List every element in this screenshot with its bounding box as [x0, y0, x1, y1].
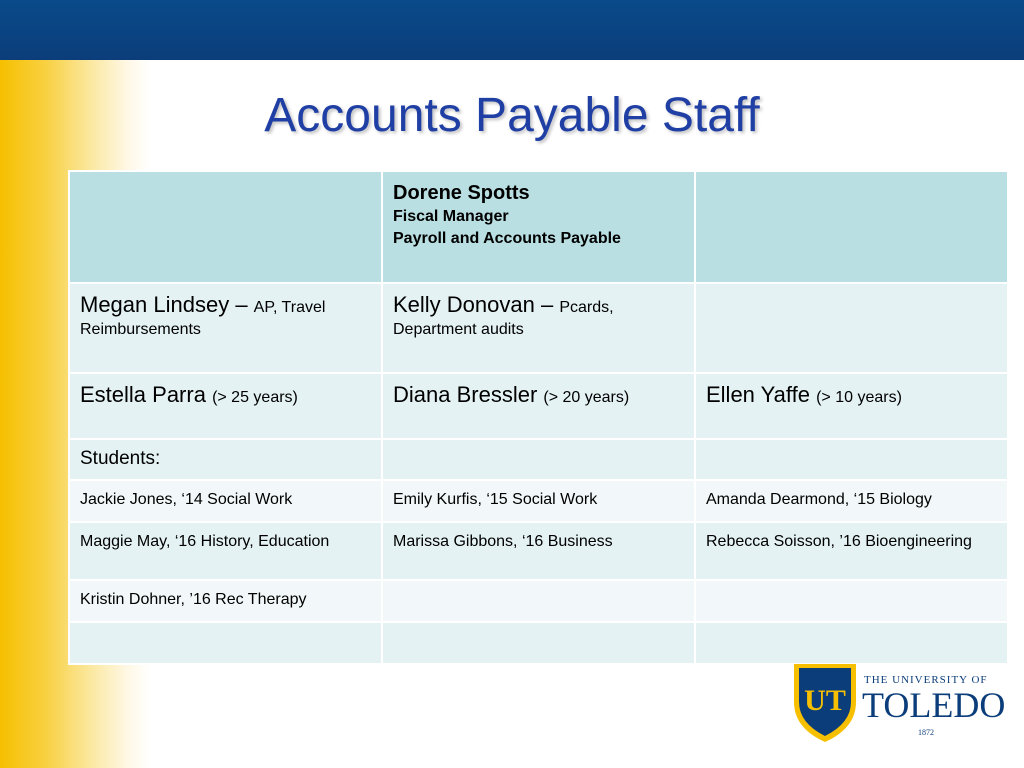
- staff-role: AP, Travel: [253, 299, 326, 316]
- manager-cell: [382, 171, 695, 283]
- staff-role-cont: Reimbursements: [80, 321, 201, 338]
- table-cell-empty: [69, 171, 382, 283]
- students-label: Students:: [80, 448, 161, 469]
- table-row: [69, 522, 1008, 580]
- staff-name: Ellen Yaffe: [706, 382, 817, 407]
- table-cell-empty: [695, 580, 1008, 622]
- staff-tenure: (> 25 years): [212, 389, 298, 406]
- logo-line-1: THE UNIVERSITY OF: [864, 674, 988, 686]
- student-cell: Maggie May, ‘16 History, Education: [69, 522, 382, 580]
- staff-cell: [69, 373, 382, 439]
- table-cell-empty: [695, 439, 1008, 480]
- table-cell-empty: [382, 580, 695, 622]
- staff-tenure: (> 10 years): [816, 389, 902, 406]
- table-row: [69, 373, 1008, 439]
- student-cell: Emily Kurfis, ‘15 Social Work: [382, 480, 695, 522]
- table-cell-empty: [695, 171, 1008, 283]
- table-cell-empty: [69, 622, 382, 664]
- staff-name: Kelly Donovan –: [393, 292, 560, 317]
- manager-title: Fiscal Manager: [393, 208, 509, 225]
- staff-cell: [69, 283, 382, 373]
- university-logo: [790, 658, 1010, 746]
- student-cell: Marissa Gibbons, ‘16 Business: [382, 522, 695, 580]
- table-cell-empty: [382, 622, 695, 664]
- table-row: [69, 439, 1008, 480]
- table-row: [69, 283, 1008, 373]
- logo-year: 1872: [918, 728, 934, 737]
- staff-cell: [382, 283, 695, 373]
- staff-name: Megan Lindsey –: [80, 292, 254, 317]
- table-cell-empty: [695, 283, 1008, 373]
- manager-department: Payroll and Accounts Payable: [393, 230, 621, 247]
- staff-cell: [695, 373, 1008, 439]
- table-row: [69, 480, 1008, 522]
- staff-cell: [382, 373, 695, 439]
- student-cell: Amanda Dearmond, ‘15 Biology: [695, 480, 1008, 522]
- top-banner: [0, 0, 1024, 60]
- shield-icon: [790, 658, 860, 744]
- table-row: [69, 171, 1008, 283]
- slide-title: Accounts Payable Staff: [264, 89, 760, 142]
- shield-letters: UT: [804, 684, 846, 717]
- staff-role: Pcards,: [559, 299, 614, 316]
- staff-tenure: (> 20 years): [543, 389, 630, 406]
- logo-line-2: TOLEDO: [862, 685, 1006, 725]
- students-label-cell: [69, 439, 382, 480]
- staff-role-cont: Department audits: [393, 321, 524, 338]
- student-cell: Kristin Dohner, ’16 Rec Therapy: [69, 580, 382, 622]
- staff-table: [68, 170, 1009, 665]
- manager-name: Dorene Spotts: [393, 182, 530, 204]
- student-cell: Rebecca Soisson, ’16 Bioengineering: [695, 522, 1008, 580]
- staff-name: Estella Parra: [80, 382, 213, 407]
- student-cell: Jackie Jones, ‘14 Social Work: [69, 480, 382, 522]
- staff-name: Diana Bressler: [393, 382, 544, 407]
- table-row: [69, 580, 1008, 622]
- table-cell-empty: [382, 439, 695, 480]
